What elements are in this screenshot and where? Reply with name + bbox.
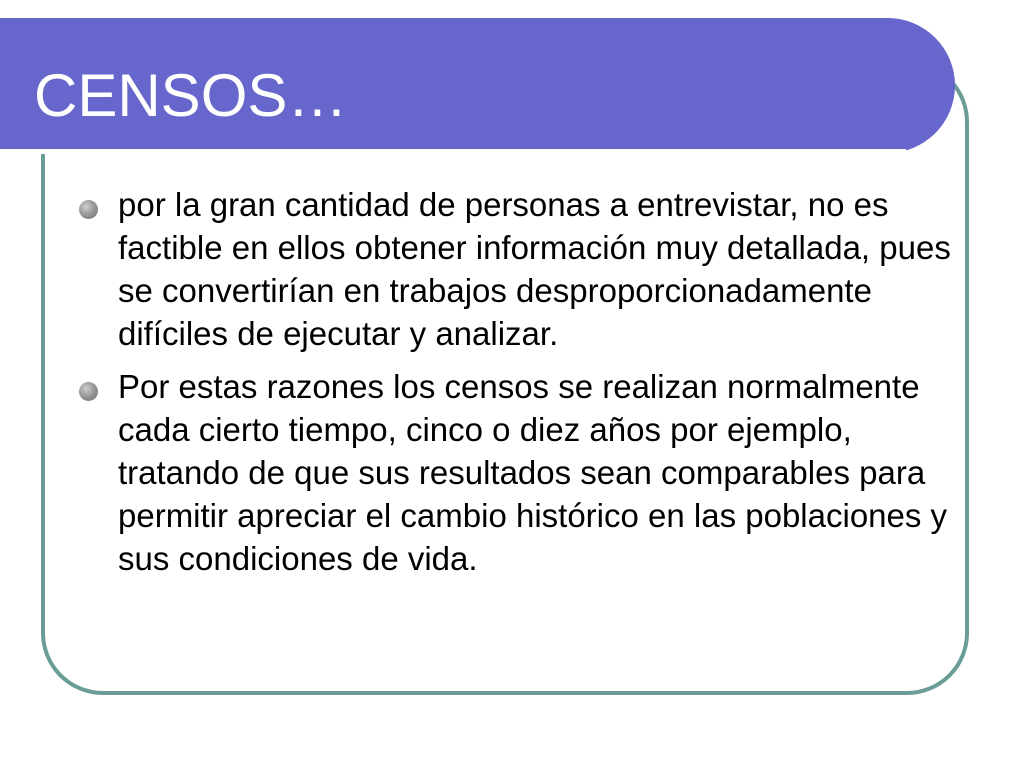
bullet-text: por la gran cantidad de personas a entrevistar, no es factible en ellos obtener información muy detallada, pues se convertirían en trabajos desproporcionadamente difíciles de ejecutar y analizar. (118, 186, 951, 352)
title-underline (0, 149, 906, 154)
bullet-icon (79, 382, 98, 401)
bullet-item (72, 365, 962, 580)
bullet-text: Por estas razones los censos se realizan normalmente cada cierto tiempo, cinco o diez años por ejemplo, tratando de que sus resultados sean comparables para permitir apreciar el cambio histórico en las poblaciones y sus condiciones de vida. (118, 368, 948, 577)
title-bar (0, 18, 955, 153)
bullet-icon (79, 200, 98, 219)
bullet-item (72, 183, 962, 355)
slide-content (72, 183, 962, 590)
bullet-list (72, 183, 962, 580)
slide-title: CENSOS… (34, 62, 348, 129)
